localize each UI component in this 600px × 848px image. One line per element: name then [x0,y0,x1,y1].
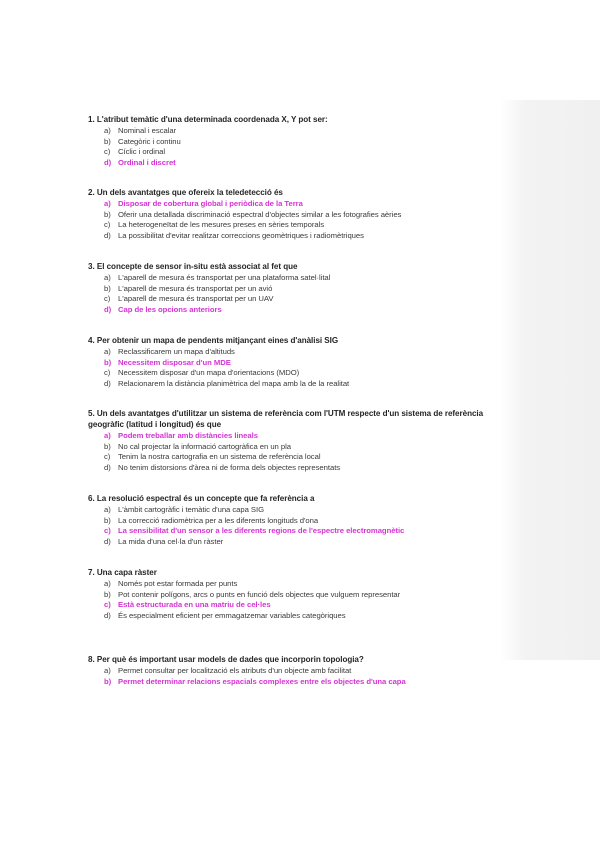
option-letter: c) [104,147,111,157]
answer-option [88,137,493,148]
option-letter: d) [104,158,112,168]
answer-option-correct [88,158,493,169]
question-7 [88,567,493,622]
question-6 [88,493,493,548]
answer-option [88,505,493,516]
answer-option [88,284,493,295]
option-text: L'aparell de mesura és transportat per un avió [118,283,273,293]
option-letter: b) [104,136,111,146]
answer-option [88,666,493,677]
question-text: 6. La resolució espectral és un concepte que fa referència a [88,494,315,503]
question-text: 7. Una capa ràster [88,568,157,577]
option-text: L'aparell de mesura és transportat per un UAV [118,294,274,304]
option-letter: a) [104,199,111,208]
option-text: Tenim la nostra cartografia en un sistema de referència local [118,452,321,462]
option-text: La correcció radiomètrica per a les diferents longituds d'ona [118,515,319,525]
option-letter: a) [104,579,111,588]
option-letter: d) [104,305,112,315]
answer-option-correct [88,358,493,369]
answer-option [88,590,493,601]
answer-option [88,368,493,379]
option-letter: c) [104,368,111,378]
option-text: Està estructurada en una matriu de cel·les [118,600,271,610]
option-text: La possibilitat d'evitar realitzar correccions geomètriques i radiomètriques [118,231,364,241]
question-1 [88,114,493,169]
option-letter: c) [104,220,111,230]
option-letter: a) [104,505,111,514]
answer-option [88,231,493,242]
answer-option-correct [88,677,493,688]
option-letter: d) [104,379,111,389]
question-text: 5. Un dels avantatges d'utilitzar un sistema de referència com l'UTM respecte d'un sistema de referència geogràfic (latitud i longitud) és que [88,409,484,429]
answer-option [88,379,493,390]
option-text: L'àmbit cartogràfic i temàtic d'una capa SIG [118,505,265,514]
option-letter: c) [104,526,111,536]
question-3 [88,261,493,316]
answer-option-correct [88,199,493,210]
option-letter: d) [104,231,111,241]
question-2 [88,187,493,242]
answer-option-correct [88,431,493,442]
option-letter: b) [104,515,111,525]
answer-option [88,537,493,548]
option-letter: d) [104,537,111,547]
option-letter: a) [104,666,111,675]
option-letter: b) [104,283,111,293]
answer-option [88,611,493,622]
option-text: Nominal i escalar [118,126,177,135]
option-text: Pot contenir polígons, arcs o punts en funció dels objectes que vulguem representar [118,589,401,599]
question-8 [88,654,493,687]
option-text: És especialment eficient per emmagatzemar variables categòriques [118,611,346,621]
option-text: Cap de les opcions anteriors [118,305,222,315]
answer-option [88,220,493,231]
option-letter: a) [104,126,111,135]
answer-option [88,147,493,158]
option-text: Necessitem disposar d'un mapa d'orientacions (MDO) [118,368,300,378]
question-4 [88,335,493,390]
option-letter: b) [104,676,112,686]
option-text: La heterogeneïtat de les mesures preses en sèries temporals [118,220,325,230]
answer-option [88,126,493,137]
option-text: Cíclic i ordinal [118,147,166,157]
answer-option-correct [88,526,493,537]
option-text: Categòric i continu [118,136,181,146]
option-letter: b) [104,209,111,219]
option-text: Reclassificarem un mapa d'altituds [118,347,235,356]
option-letter: b) [104,357,112,367]
answer-option-correct [88,305,493,316]
option-text: La sensibilitat d'un sensor a les diferents regions de l'espectre electromagnètic [118,526,405,536]
question-text: 3. El concepte de sensor in-situ està associat al fet que [88,262,298,271]
option-letter: a) [104,347,111,356]
option-text: No cal projectar la informació cartogràfica en un pla [118,441,291,451]
answer-option [88,273,493,284]
option-text: La mida d'una cel·la d'un ràster [118,537,224,547]
option-letter: a) [104,431,111,440]
question-text: 4. Per obtenir un mapa de pendents mitjançant eines d'anàlisi SIG [88,336,339,345]
option-text: Relacionarem la distància planimètrica del mapa amb la de la realitat [118,379,350,389]
option-text: Podem treballar amb distàncies lineals [118,431,258,440]
option-text: L'aparell de mesura és transportat per una plataforma satel·lital [118,273,331,282]
answer-option-correct [88,600,493,611]
option-text: Ordinal i discret [118,158,176,168]
answer-option [88,463,493,474]
option-text: Permet consultar per localització els atributs d'un objecte amb facilitat [118,666,352,675]
option-text: Oferir una detallada discriminació espectral d'objectes similar a les fotografies aèries [118,209,402,219]
option-text: Només pot estar formada per punts [118,579,238,588]
option-letter: c) [104,600,111,610]
answer-option [88,452,493,463]
option-text: No tenim distorsions d'àrea ni de forma dels objectes representats [118,463,341,473]
option-letter: c) [104,294,111,304]
answer-option [88,294,493,305]
option-text: Disposar de cobertura global i periòdica de la Terra [118,199,303,208]
question-5 [88,408,493,474]
option-letter: d) [104,463,111,473]
question-text: 8. Per què és important usar models de dades que incorporin topologia? [88,655,364,664]
option-letter: a) [104,273,111,282]
option-letter: d) [104,611,111,621]
option-letter: c) [104,452,111,462]
answer-option [88,347,493,358]
question-text: 2. Un dels avantatges que ofereix la teledetecció és [88,188,283,197]
option-text: Necessitem disposar d'un MDE [118,357,231,367]
option-letter: b) [104,441,111,451]
answer-option [88,516,493,527]
option-letter: b) [104,589,111,599]
answer-option [88,442,493,453]
answer-option [88,210,493,221]
answer-option [88,579,493,590]
option-text: Permet determinar relacions espacials complexes entre els objectes d'una capa [118,676,406,686]
question-text: 1. L'atribut temàtic d'una determinada coordenada X, Y pot ser: [88,115,328,124]
